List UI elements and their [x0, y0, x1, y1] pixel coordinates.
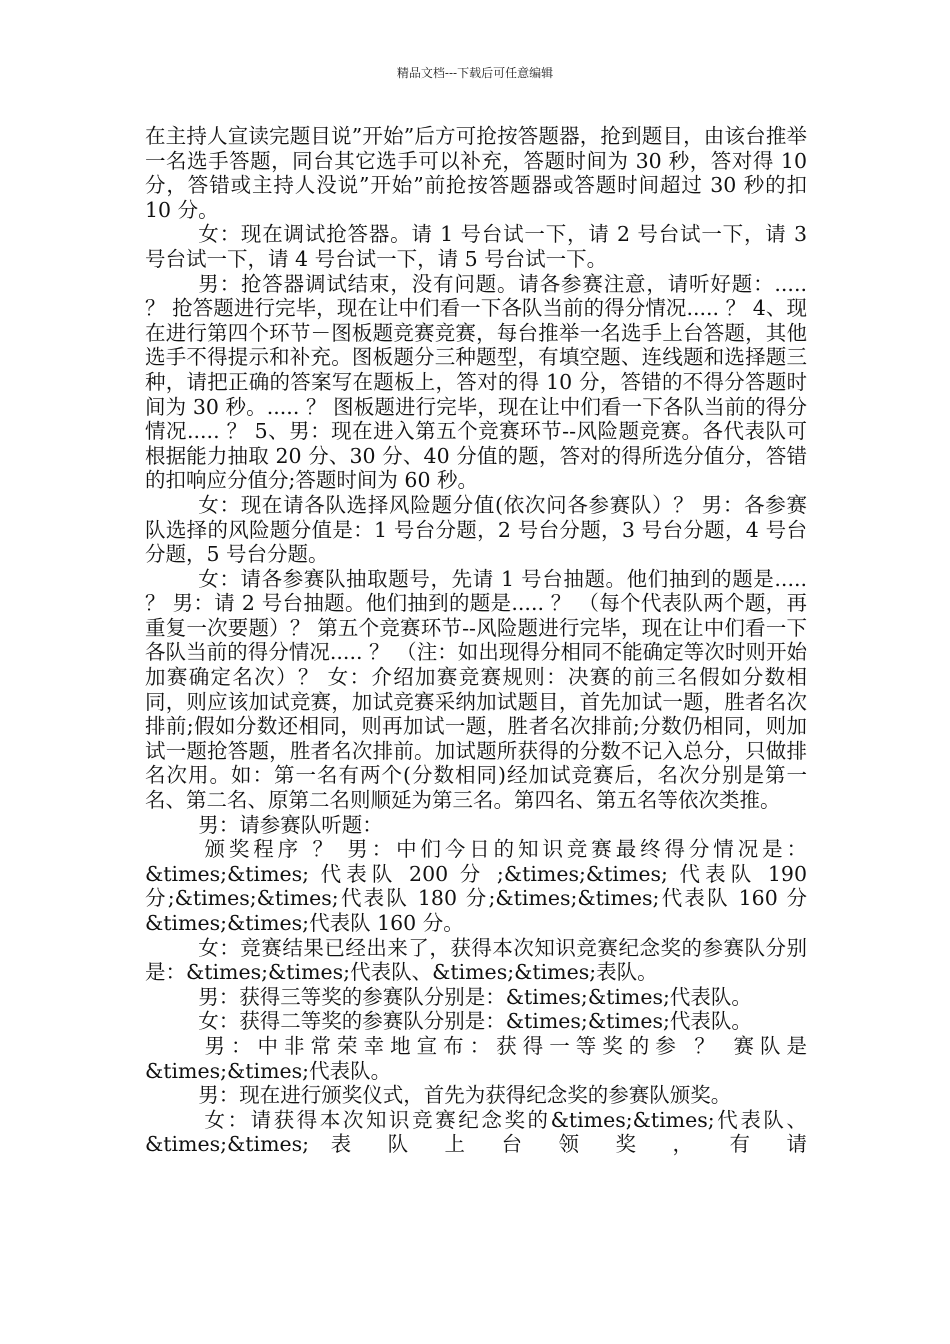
paragraph-invite: 女：请获得本次知识竞赛纪念奖的&times;&times;代表队、&times;&times; 表 队 上 台 领 奖 ， 有 请 [145, 1107, 807, 1157]
paragraph-rules: 在主持人宣读完题目说”开始”后方可抢按答题器，抢到题目，由该台推举一名选手答题，同台其它选手可以补充，答题时间为 30 秒，答对得 10 分，答错或主持人没说”开始”前抢按答题器或答题时间超过 30 秒的扣 10 分。 [145, 124, 807, 222]
paragraph-third-prize: 男：获得三等奖的参赛队分别是：&times;&times;代表队。 [198, 984, 752, 1009]
paragraph-rounds: 男：抢答器调试结束，没有问题。请各参赛注意，请听好题：..... ？ 抢答题进行完毕，现在让中们看一下各队当前的得分情况..... ？ 4、现在进行第四个环节－图板题竞赛竞赛，每台推举一名选手上台答题，其他选手不得提示和补充。图板题分三种题型，有填空题、连线题和选择题三种，请把正确的答案写在题板上，答对的得 10 分，答错的不得分答题时间为 30 秒。..... ？ 图板题进行完毕，现在让中们看一下各队当前的得分情况..... ？ 5、男：现在进入第五个竞赛环节--风险题竞赛。各代表队可根据能力抽取 20 分、30 分、40 分值的题，答对的得所选分值分，答错的扣响应分值分;答题时间为 60 秒。 [145, 271, 807, 493]
paragraph-ceremony: 男：现在进行颁奖仪式，首先为获得纪念奖的参赛队颁奖。 [198, 1083, 732, 1108]
paragraph-second-prize: 女：获得二等奖的参赛队分别是：&times;&times;代表队。 [198, 1009, 752, 1034]
paragraph-first-prize: 男：中非常荣幸地宣布：获得一等奖的参 ？ 赛队是&times;&times;代表队。 [145, 1033, 807, 1083]
paragraph-tiebreak: 女：请各参赛队抽取题号，先请 1 号台抽题。他们抽到的题是..... ？ 男：请 2 号台抽题。他们抽到的题是..... ？ （每个代表队两个题，再重复一次要题）？ 第五个竞赛环节--风险题进行完毕，现在让中们看一下各队当前的得分情况..... ？ （注：如出现得分相同不能确定等次时则开始加赛确定名次）？ 女：介绍加赛竞赛规则：决赛的前三名假如分数相同，则应该加试竞赛，加试竞赛采纳加试题目，首先加试一题，胜者名次排前;假如分数还相同，则再加试一题，胜者名次排前;分数仍相同，则加试一题抢答题，胜者名次排前。加试题所获得的分数不记入总分，只做排名次用。如：第一名有两个(分数相同)经加试竞赛后，名次分别是第一名、第二名、原第二名则顺延为第三名。第四名、第五名等依次类推。 [145, 566, 807, 813]
paragraph-test-buzzers: 女：现在调试抢答器。请 1 号台试一下，请 2 号台试一下，请 3 号台试一下，请 4 号台试一下，请 5 号台试一下。 [145, 222, 807, 271]
paragraph-listen: 男：请参赛队听题： [198, 812, 383, 837]
paragraph-risk-values: 女：现在请各队选择风险题分值(依次问各参赛队）？ 男：各参赛队选择的风险题分值是：1 号台分题，2 号台分题，3 号台分题，4 号台分题，5 号台分题。 [145, 492, 807, 567]
page-header: 精品文档---下载后可任意编辑 [396, 66, 554, 80]
paragraph-final-scores: 颁奖程序 ？ 男：中们今日的知识竞赛最终得分情况是：&times;&times; 代表队 200 分 ;&times;&times; 代表队 190 分;&times;&times;代表队 180 分;&times;&times;代表队 160 分&times;&times;代表队 160 分。 [145, 837, 807, 935]
document-body [145, 124, 807, 1157]
paragraph-memorial-award: 女：竞赛结果已经出来了，获得本次知识竞赛纪念奖的参赛队分别是：&times;&times;代表队、&times;&times;表队。 [145, 935, 807, 985]
